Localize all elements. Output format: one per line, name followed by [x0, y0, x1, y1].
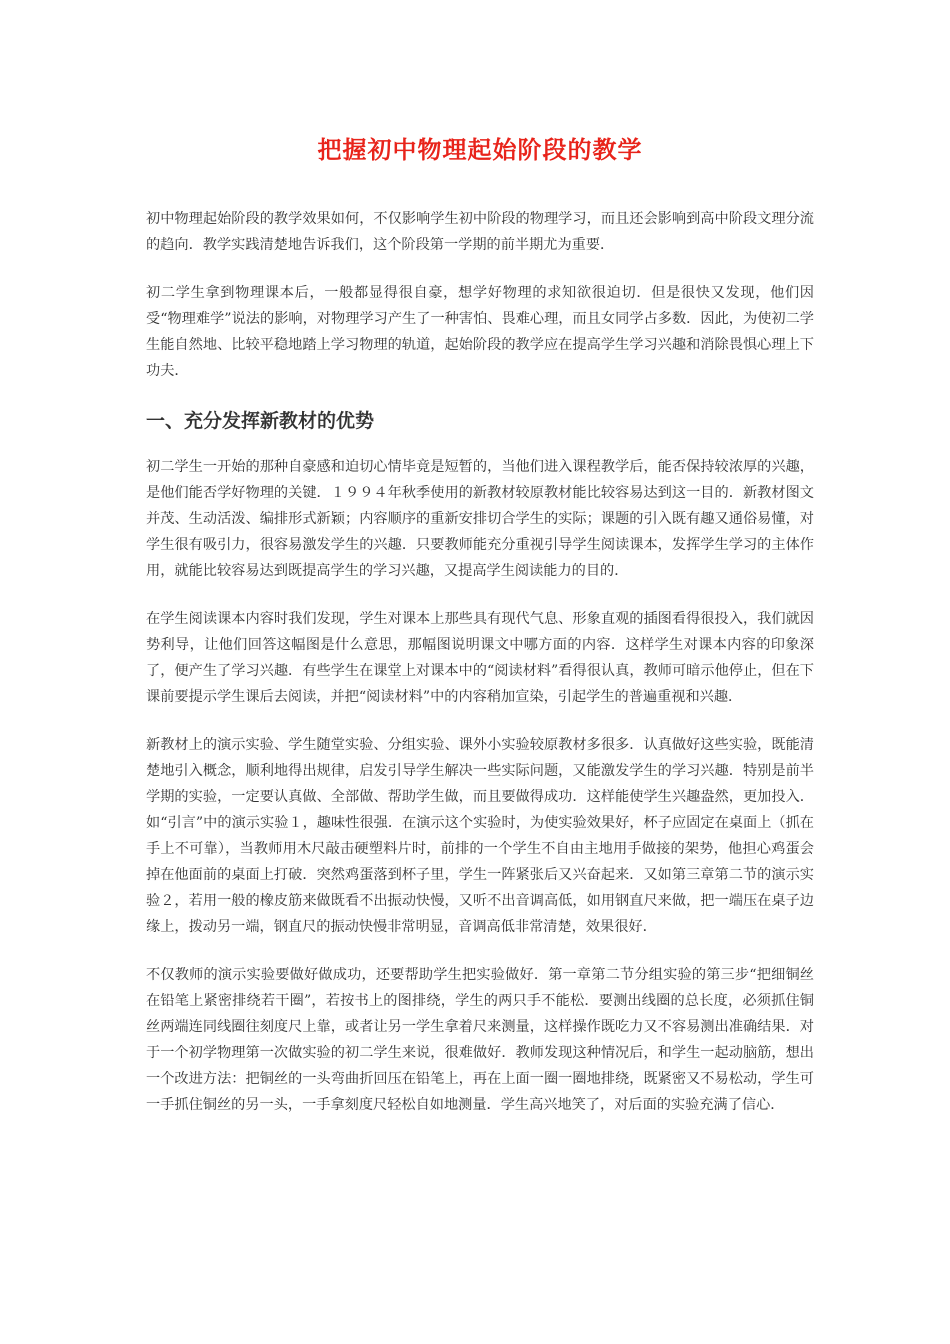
- section-paragraph: 不仅教师的演示实验要做好做成功，还要帮助学生把实验做好．第一章第二节分组实验的第三步“把细铜丝在铅笔上紧密排绕若干圈”，若按书上的图排绕，学生的两只手不能松．要测出线圈的总长度，必须抓住铜丝两端连同线圈往刻度尺上靠，或者让另一学生拿着尺来测量，这样操作既吃力又不容易测出准确结果．对于一个初学物理第一次做实验的初二学生来说，很难做好．教师发现这种情况后，和学生一起动脑筋，想出一个改进方法：把铜丝的一头弯曲折回压在铅笔上，再在上面一圈一圈地排绕，既紧密又不易松动，学生可一手抓住铜丝的另一头，一手拿刻度尺轻松自如地测量．学生高兴地笑了，对后面的实验充满了信心．: [146, 967, 814, 1113]
- document-page: [146, 130, 814, 1140]
- intro-paragraph: 初中物理起始阶段的教学效果如何，不仅影响学生初中阶段的物理学习，而且还会影响到高中阶段文理分流的趋向．教学实践清楚地告诉我们，这个阶段第一学期的前半期尤为重要．: [146, 211, 814, 253]
- section-paragraph: 初二学生一开始的那种自豪感和迫切心情毕竟是短暂的，当他们进入课程教学后，能否保持较浓厚的兴趣，是他们能否学好物理的关键．１９９４年秋季使用的新教材较原教材能比较容易达到这一目的．新教材图文并茂、生动活泼、编排形式新颖；内容顺序的重新安排切合学生的实际；课题的引入既有趣又通俗易懂，对学生很有吸引力，很容易激发学生的兴趣．只要教师能充分重视引导学生阅读课本，发挥学生学习的主体作用，就能比较容易达到既提高学生的学习兴趣，又提高学生阅读能力的目的．: [146, 459, 814, 579]
- section-paragraph: 新教材上的演示实验、学生随堂实验、分组实验、课外小实验较原教材多很多．认真做好这些实验，既能清楚地引入概念，顺利地得出规律，启发引导学生解决一些实际问题，又能激发学生的学习兴趣．特别是前半学期的实验，一定要认真做、全部做、帮助学生做，而且要做得成功．这样能使学生兴趣盎然，更加投入．如“引言”中的演示实验１，趣味性很强．在演示这个实验时，为使实验效果好，杯子应固定在桌面上（抓在手上不可靠），当教师用木尺敲击硬塑料片时，前排的一个学生不自由主地用手做接的架势，他担心鸡蛋会掉在他面前的桌面上打破．突然鸡蛋落到杯子里，学生一阵紧张后又兴奋起来．又如第三章第二节的演示实验２，若用一般的橡皮筋来做既看不出振动快慢，又听不出音调高低，如用钢直尺来做，把一端压在桌子边缘上，拨动另一端，钢直尺的振动快慢非常明显，音调高低非常清楚，效果很好．: [146, 737, 814, 935]
- section-paragraph: 在学生阅读课本内容时我们发现，学生对课本上那些具有现代气息、形象直观的插图看得很投入，我们就因势利导，让他们回答这幅图是什么意思，那幅图说明课文中哪方面的内容．这样学生对课本内容的印象深了，便产生了学习兴趣．有些学生在课堂上对课本中的“阅读材料”看得很认真，教师可暗示他停止，但在下课前要提示学生课后去阅读，并把“阅读材料”中的内容稍加宣染，引起学生的普遍重视和兴趣．: [146, 611, 814, 705]
- intro-paragraph: 初二学生拿到物理课本后，一般都显得很自豪，想学好物理的求知欲很迫切．但是很快又发现，他们因受“物理难学”说法的影响，对物理学习产生了一种害怕、畏难心理，而且女同学占多数．因此，为使初二学生能自然地、比较平稳地踏上学习物理的轨道，起始阶段的教学应在提高学生学习兴趣和消除畏惧心理上下功夫．: [146, 285, 814, 379]
- document-title: 把握初中物理起始阶段的教学: [317, 136, 643, 164]
- section-heading: 一、充分发挥新教材的优势: [146, 410, 375, 432]
